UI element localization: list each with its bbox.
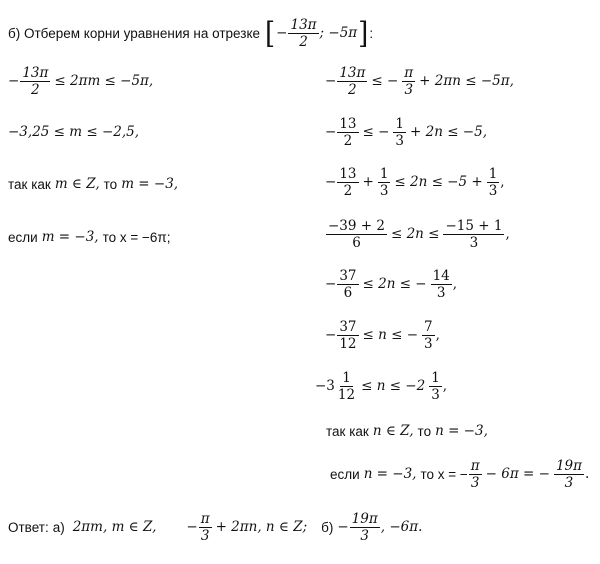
answer-line xyxy=(8,512,422,543)
fraction-denominator: 2 xyxy=(343,183,353,200)
statement-text: то xyxy=(417,424,432,439)
fraction xyxy=(326,219,387,250)
header-sep: ; −5π xyxy=(319,24,358,41)
fraction-denominator: 2 xyxy=(343,133,353,150)
right-line-7 xyxy=(315,371,447,402)
fraction-denominator: 3 xyxy=(404,82,414,99)
punctuation: , xyxy=(505,225,510,242)
inequality-text: ≤ n ≤ − xyxy=(362,326,419,343)
fraction-denominator: 3 xyxy=(379,183,389,200)
right-line-5 xyxy=(325,269,457,300)
right-line-2 xyxy=(325,117,487,148)
minus-sign: − xyxy=(325,275,337,292)
punctuation: , xyxy=(442,377,448,394)
fraction xyxy=(336,371,357,402)
statement-text: то x = −6π; xyxy=(102,230,171,245)
fraction-numerator: π xyxy=(404,65,414,81)
punctuation: , xyxy=(435,326,440,343)
fraction-denominator: 3 xyxy=(470,475,480,492)
left-line-2 xyxy=(8,126,139,140)
header-intro: б) Отберем корни уравнения на отрезке xyxy=(8,25,261,41)
fraction-numerator: −39 + 2 xyxy=(328,218,385,234)
statement-text: так как xyxy=(8,177,51,192)
header-line xyxy=(8,18,373,49)
fraction-denominator: 3 xyxy=(469,235,479,252)
fraction-denominator: 2 xyxy=(31,82,40,99)
fraction-denominator: 3 xyxy=(431,387,440,404)
minus-sign: − xyxy=(325,123,337,140)
mixed-number-whole: −3 xyxy=(315,377,335,394)
math-expression: m ∈ Z, xyxy=(54,176,100,192)
header-frac-num: 13π xyxy=(290,17,317,33)
fraction xyxy=(337,117,358,148)
right-line-9 xyxy=(330,459,589,490)
right-line-4 xyxy=(325,219,510,250)
fraction-denominator: 6 xyxy=(352,235,361,252)
punctuation: , xyxy=(452,275,458,292)
fraction xyxy=(422,320,435,351)
fraction xyxy=(337,269,358,300)
fraction xyxy=(469,459,482,490)
fraction-denominator: 3 xyxy=(436,285,446,302)
inequality-text: ≤ − xyxy=(371,72,399,89)
answer-part-b-label: б) xyxy=(321,519,334,535)
inequality-text: ≤ 2n ≤ −5 + xyxy=(394,173,483,190)
fraction-numerator: 1 xyxy=(488,166,498,182)
fraction-numerator: 13 xyxy=(339,116,357,132)
bracket-close: ] xyxy=(358,16,369,51)
fraction xyxy=(337,66,367,97)
inequality-text: −3,25 ≤ m ≤ −2,5, xyxy=(8,124,140,140)
minus-sign: − xyxy=(325,72,337,89)
inequality-text: ≤ 2n ≤ xyxy=(390,225,440,242)
answer-label: Ответ: xyxy=(8,519,49,535)
fraction xyxy=(350,512,380,543)
right-line-8 xyxy=(326,425,488,439)
left-line-1 xyxy=(8,66,153,97)
fraction-numerator: 7 xyxy=(424,319,433,335)
fraction-numerator: 1 xyxy=(379,166,389,182)
fraction-denominator: 12 xyxy=(337,387,356,404)
math-expression: n = −3, xyxy=(363,465,417,482)
fraction-denominator: 3 xyxy=(200,528,210,545)
inequality-text: ≤ 2πm ≤ −5π, xyxy=(54,72,154,89)
fraction-numerator: 37 xyxy=(339,319,357,335)
fraction-numerator: 1 xyxy=(431,370,440,386)
fraction xyxy=(378,167,391,198)
fraction-numerator: 1 xyxy=(395,116,405,132)
bracket-open: [ xyxy=(265,16,276,51)
answer-part-a-label: а) xyxy=(52,519,65,535)
fraction-numerator: 14 xyxy=(432,268,450,284)
right-line-3 xyxy=(325,167,505,198)
fraction-denominator: 3 xyxy=(360,528,369,545)
answer-a-series-1: 2πm, m ∈ Z, xyxy=(72,518,157,535)
fraction-numerator: 37 xyxy=(339,268,357,284)
fraction-numerator: 19π xyxy=(351,511,378,527)
fraction-denominator: 2 xyxy=(348,82,357,99)
right-line-6 xyxy=(325,320,440,351)
header-colon: : xyxy=(369,25,374,41)
inequality-text: ≤ − xyxy=(362,123,390,140)
inequality-text: + 2πn ≤ −5π, xyxy=(419,72,514,89)
statement-text: то xyxy=(103,177,118,192)
math-expression: − 6π = − xyxy=(485,465,550,482)
inequality-text: + 2n ≤ −5, xyxy=(410,123,487,140)
fraction-denominator: 6 xyxy=(343,285,353,302)
minus-sign: − xyxy=(186,518,198,535)
fraction xyxy=(402,66,415,97)
inequality-text: ≤ 2n ≤ − xyxy=(362,275,427,292)
fraction xyxy=(554,459,584,490)
fraction xyxy=(20,66,50,97)
fraction-denominator: 3 xyxy=(564,475,574,492)
minus-sign: − xyxy=(325,326,337,343)
fraction-denominator: 3 xyxy=(424,336,433,353)
fraction xyxy=(487,167,500,198)
fraction xyxy=(393,117,406,148)
answer-a-series-2: + 2πn, n ∈ Z; xyxy=(215,518,308,535)
fraction-denominator: 3 xyxy=(488,183,498,200)
left-line-3 xyxy=(8,178,178,192)
minus-sign: − xyxy=(337,518,349,535)
fraction-numerator: 1 xyxy=(342,370,351,386)
inequality-text: ≤ n ≤ −2 xyxy=(361,377,426,394)
statement-text: если xyxy=(8,230,38,245)
header-frac-den: 2 xyxy=(299,34,308,51)
math-expression: m = −3, xyxy=(121,176,179,192)
fraction-numerator: 13 xyxy=(339,166,357,182)
header-minus: − xyxy=(276,24,288,41)
fraction xyxy=(337,320,358,351)
math-expression: n ∈ Z, xyxy=(372,423,414,439)
right-line-1 xyxy=(325,66,514,97)
left-line-4 xyxy=(8,231,170,245)
fraction-denominator: 3 xyxy=(395,133,405,150)
minus-sign: − xyxy=(325,173,337,190)
plus-sign: + xyxy=(362,173,374,190)
fraction xyxy=(431,269,452,300)
statement-text: так как xyxy=(326,424,369,439)
fraction-numerator: 13π xyxy=(22,65,49,81)
fraction-numerator: −15 + 1 xyxy=(445,218,503,234)
fraction xyxy=(337,167,358,198)
fraction-denominator: 12 xyxy=(339,336,357,353)
fraction-numerator: π xyxy=(470,458,480,474)
minus-sign: − xyxy=(8,72,20,89)
statement-text: если xyxy=(330,466,360,482)
punctuation: . xyxy=(585,465,590,482)
fraction xyxy=(443,219,504,250)
answer-b-values: , −6π. xyxy=(380,518,423,535)
fraction-numerator: 13π xyxy=(339,65,366,81)
statement-text: то x = − xyxy=(420,466,468,482)
fraction xyxy=(429,371,442,402)
fraction xyxy=(199,512,212,543)
header-fraction xyxy=(288,18,318,49)
punctuation: , xyxy=(500,173,505,190)
fraction-numerator: π xyxy=(200,511,210,527)
math-expression: n = −3, xyxy=(435,423,488,439)
math-expression: m = −3, xyxy=(41,229,99,245)
fraction-numerator: 19π xyxy=(555,458,582,474)
